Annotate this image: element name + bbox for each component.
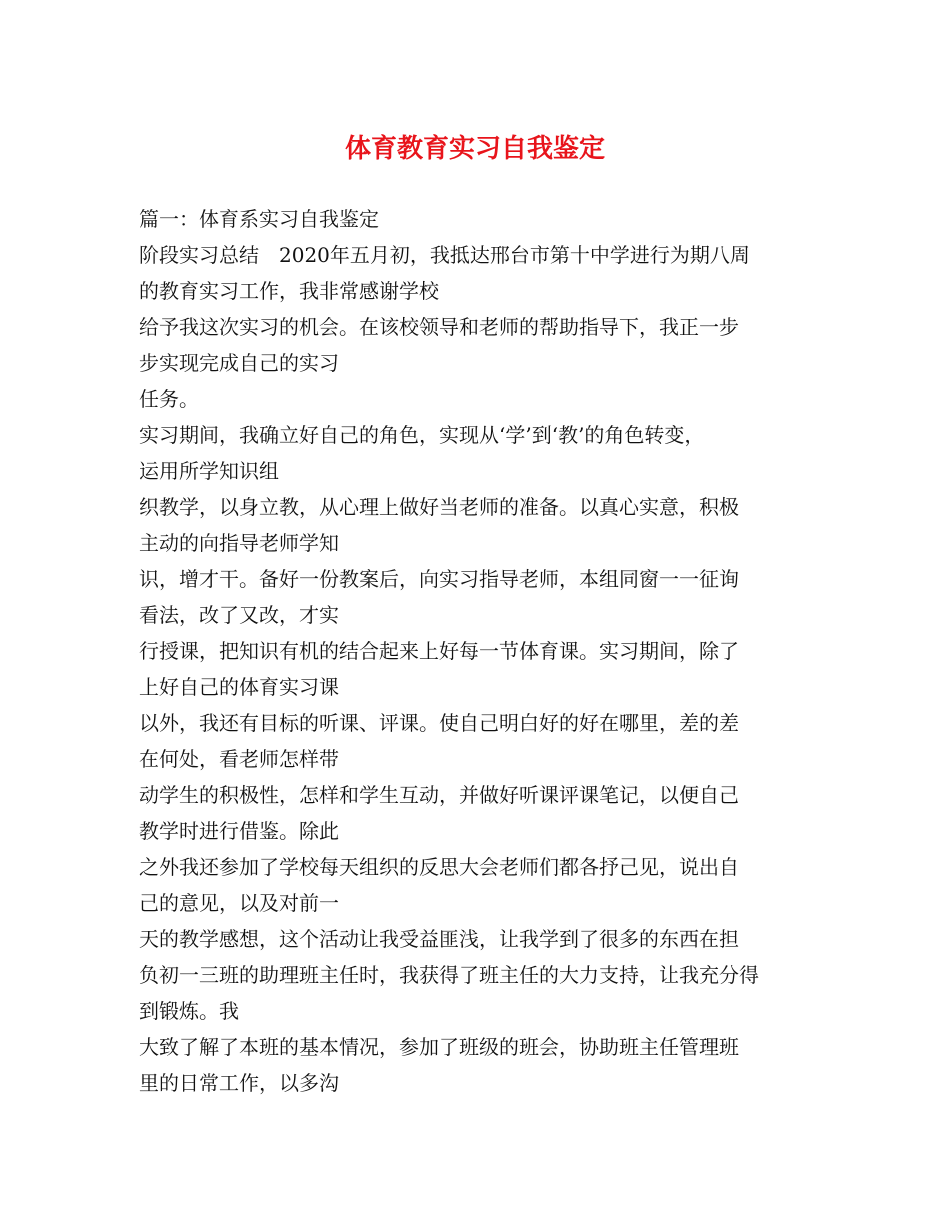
text-line: 里的日常工作，以多沟 [139,1071,339,1095]
text-line: 天的教学感想，这个活动让我受益匪浅，让我学到了很多的东西在担 [139,927,739,951]
text-line: 给予我这次实习的机会。在该校领导和老师的帮助指导下，我正一步 [139,315,739,339]
text-line: 己的意见，以及对前一 [139,891,339,915]
text-line: 在何处，看老师怎样带 [139,747,339,771]
text-line: 步实现完成自己的实习 [139,351,339,375]
text-line: 行授课，把知识有机的结合起来上好每一节体育课。实习期间，除了 [139,639,739,663]
text-line: 动学生的积极性，怎样和学生互动，并做好听课评课笔记，以便自己 [139,783,739,807]
text-line: 大致了解了本班的基本情况，参加了班级的班会，协助班主任管理班 [139,1035,739,1059]
text-line: 以外，我还有目标的听课、评课。使自己明白好的好在哪里，差的差 [139,711,739,735]
text-line: 运用所学知识组 [139,459,279,483]
text-line: 织教学，以身立教，从心理上做好当老师的准备。以真心实意，积极 [139,495,739,519]
document-body [139,201,829,1101]
text-line: 之外我还参加了学校每天组织的反思大会老师们都各抒己见，说出自 [139,855,739,879]
text-line: 实习期间，我确立好自己的角色，实现从‘学’到‘教’的角色转变， [139,423,705,447]
text-line: 上好自己的体育实习课 [139,675,339,699]
text-line: 识，增才干。备好一份教案后，向实习指导老师，本组同窗一一征询 [139,567,739,591]
text-line: 篇一：体育系实习自我鉴定 [139,207,379,231]
document-title: 体育教育实习自我鉴定 [344,134,605,164]
text-line: 到锻炼。我 [139,999,239,1023]
text-line: 看法，改了又改，才实 [139,603,339,627]
text-line: 主动的向指导老师学知 [139,531,339,555]
text-line: 的教育实习工作，我非常感谢学校 [139,279,439,303]
text-line: 任务。 [139,387,199,411]
text-line: 阶段实习总结 2020年五月初，我抵达邢台市第十中学进行为期八周 [139,243,750,267]
text-line: 负初一三班的助理班主任时，我获得了班主任的大力支持，让我充分得 [139,963,759,987]
text-line: 教学时进行借鉴。除此 [139,819,339,843]
